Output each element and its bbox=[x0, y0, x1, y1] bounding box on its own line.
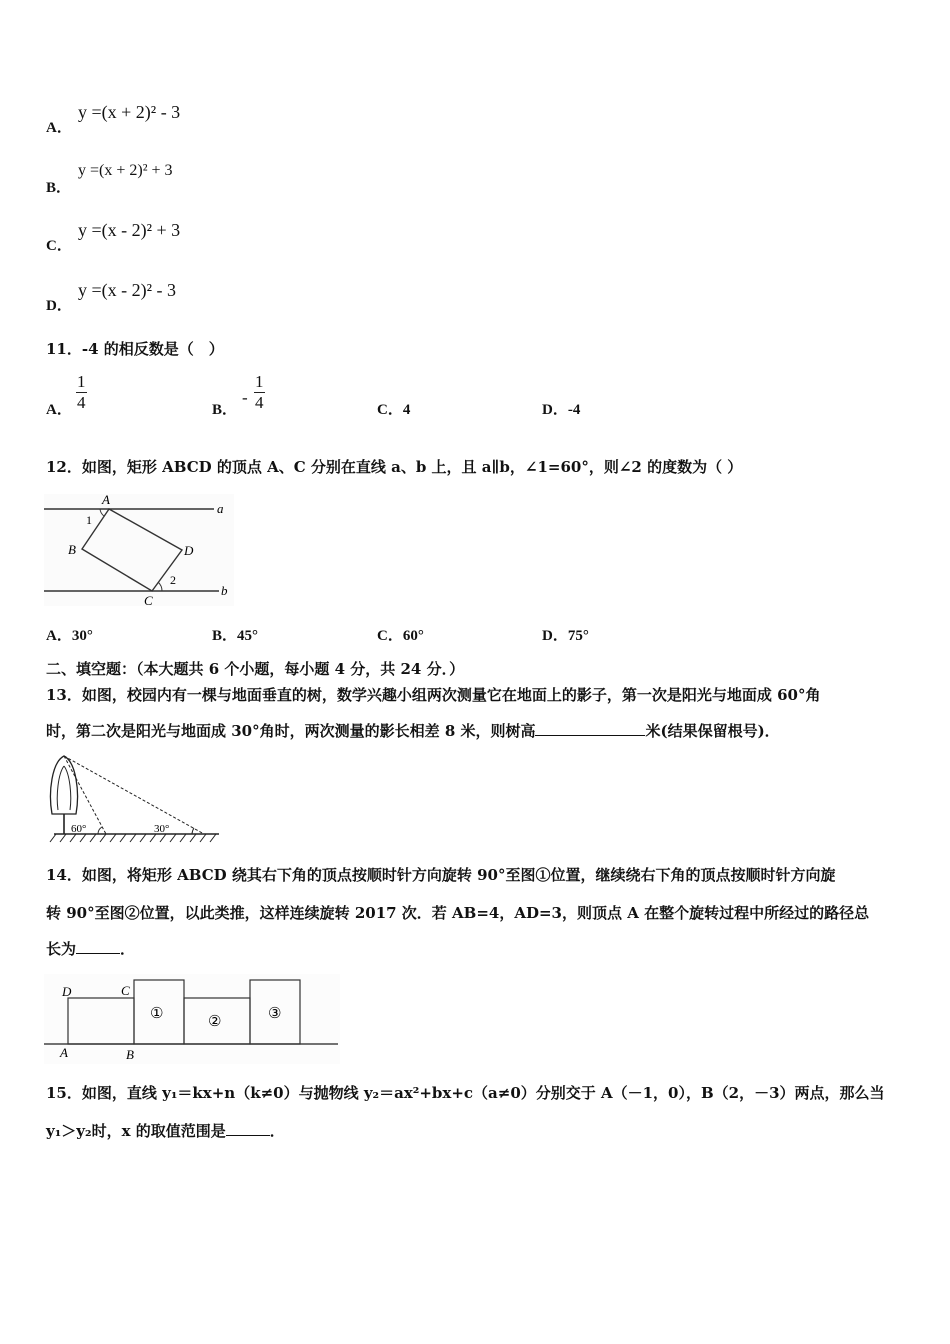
label-angle-2: 2 bbox=[170, 573, 176, 587]
q15-line1: 15．如图，直线 y₁＝kx+n（k≠0）与抛物线 y₂＝ax²+bx+c（a≠0）分别交于 A（－1，0），B（2，－3）两点，那么当 bbox=[46, 1084, 885, 1102]
q10-option-c bbox=[46, 218, 346, 254]
label-b: b bbox=[221, 583, 228, 598]
option-formula: y =(x + 2)² + 3 bbox=[78, 162, 173, 179]
q11-options bbox=[46, 370, 906, 420]
option-value: 4 bbox=[402, 402, 411, 418]
label-circle-1: ① bbox=[150, 1004, 164, 1022]
label-30: 30° bbox=[154, 823, 170, 835]
label-B: B bbox=[68, 542, 76, 557]
q14-line3: 长为 ． bbox=[46, 940, 136, 958]
label-D: D bbox=[62, 984, 72, 999]
answer-blank[interactable] bbox=[76, 939, 120, 954]
answer-blank[interactable] bbox=[226, 1121, 270, 1136]
option-formula: y =(x + 2)² - 3 bbox=[78, 102, 181, 122]
option-letter: D． bbox=[46, 298, 72, 314]
label-C: C bbox=[121, 983, 130, 998]
q11-option-b: B． - $\frac{1}{4}$ bbox=[212, 372, 264, 418]
label-A: A bbox=[60, 1045, 68, 1060]
q13-line1: 13．如图，校园内有一棵与地面垂直的树，数学兴趣小组两次测量它在地面上的影子，第一次是阳光与地面成 60°角 bbox=[46, 686, 821, 704]
q12-option-d: D．75° bbox=[542, 628, 589, 644]
option-letter: A． bbox=[46, 402, 72, 418]
q10-option-b bbox=[46, 160, 346, 196]
option-letter: C． bbox=[377, 402, 403, 418]
q11-option-d bbox=[542, 398, 580, 419]
section-title: 二、填空题：（本大题共 6 个小题，每小题 4 分，共 24 分．） bbox=[46, 660, 465, 678]
q14-figure bbox=[44, 974, 340, 1064]
option-letter: D． bbox=[542, 402, 568, 418]
q12-option-c: C．60° bbox=[377, 628, 424, 644]
label-60: 60° bbox=[71, 823, 87, 835]
q10-option-d bbox=[46, 278, 346, 314]
q12-option-a: A．30° bbox=[46, 628, 93, 644]
label-C: C bbox=[144, 593, 153, 606]
q14-line1: 14．如图，将矩形 ABCD 绕其右下角的顶点按顺时针方向旋转 90°至图①位置，继续绕右下角的顶点按顺时针方向旋 bbox=[46, 866, 836, 884]
label-a: a bbox=[217, 501, 224, 516]
label-D: D bbox=[184, 543, 194, 558]
label-B: B bbox=[126, 1047, 134, 1062]
q12-figure bbox=[44, 494, 234, 606]
label-angle-1: 1 bbox=[86, 513, 92, 527]
option-letter: B． bbox=[46, 180, 72, 196]
option-value: -4 bbox=[567, 402, 581, 418]
q12-option-b: B．45° bbox=[212, 628, 259, 644]
q12-stem: 12．如图，矩形 ABCD 的顶点 A、C 分别在直线 a、b 上，且 a∥b，∠1=60°，则∠2 的度数为（ ） bbox=[46, 458, 743, 476]
label-circle-2: ② bbox=[208, 1012, 222, 1030]
option-formula: y =(x - 2)² - 3 bbox=[78, 280, 177, 300]
label-circle-3: ③ bbox=[268, 1004, 282, 1022]
q11-option-c bbox=[377, 398, 410, 419]
q10-option-a bbox=[46, 100, 346, 136]
option-letter: B． bbox=[212, 402, 238, 418]
option-letter: A． bbox=[46, 120, 72, 136]
q13-figure bbox=[44, 752, 224, 846]
q12-options bbox=[46, 624, 906, 646]
q13-line2: 时，第二次是阳光与地面成 30°角时，两次测量的影长相差 8 米，则树高 米(结果保留根号)． bbox=[46, 722, 780, 740]
q15-line2: y₁＞y₂时，x 的取值范围是 ． bbox=[46, 1122, 285, 1140]
q11-option-a bbox=[46, 370, 206, 420]
q11-stem: 11．-4 的相反数是（ ） bbox=[46, 340, 224, 358]
label-A: A bbox=[102, 494, 110, 507]
q14-line2: 转 90°至图②位置，以此类推，这样连续旋转 2017 次．若 AB=4，AD=3，则顶点 A 在整个旋转过程中所经过的路径总 bbox=[46, 904, 870, 922]
fraction-one-quarter: $\frac{1}{4}$ bbox=[77, 372, 86, 412]
tree-crown bbox=[51, 756, 78, 814]
option-letter: C． bbox=[46, 238, 72, 254]
option-formula: y =(x - 2)² + 3 bbox=[78, 220, 181, 240]
answer-blank[interactable] bbox=[535, 721, 645, 736]
fraction-one-quarter: $\frac{1}{4}$ bbox=[255, 372, 264, 412]
